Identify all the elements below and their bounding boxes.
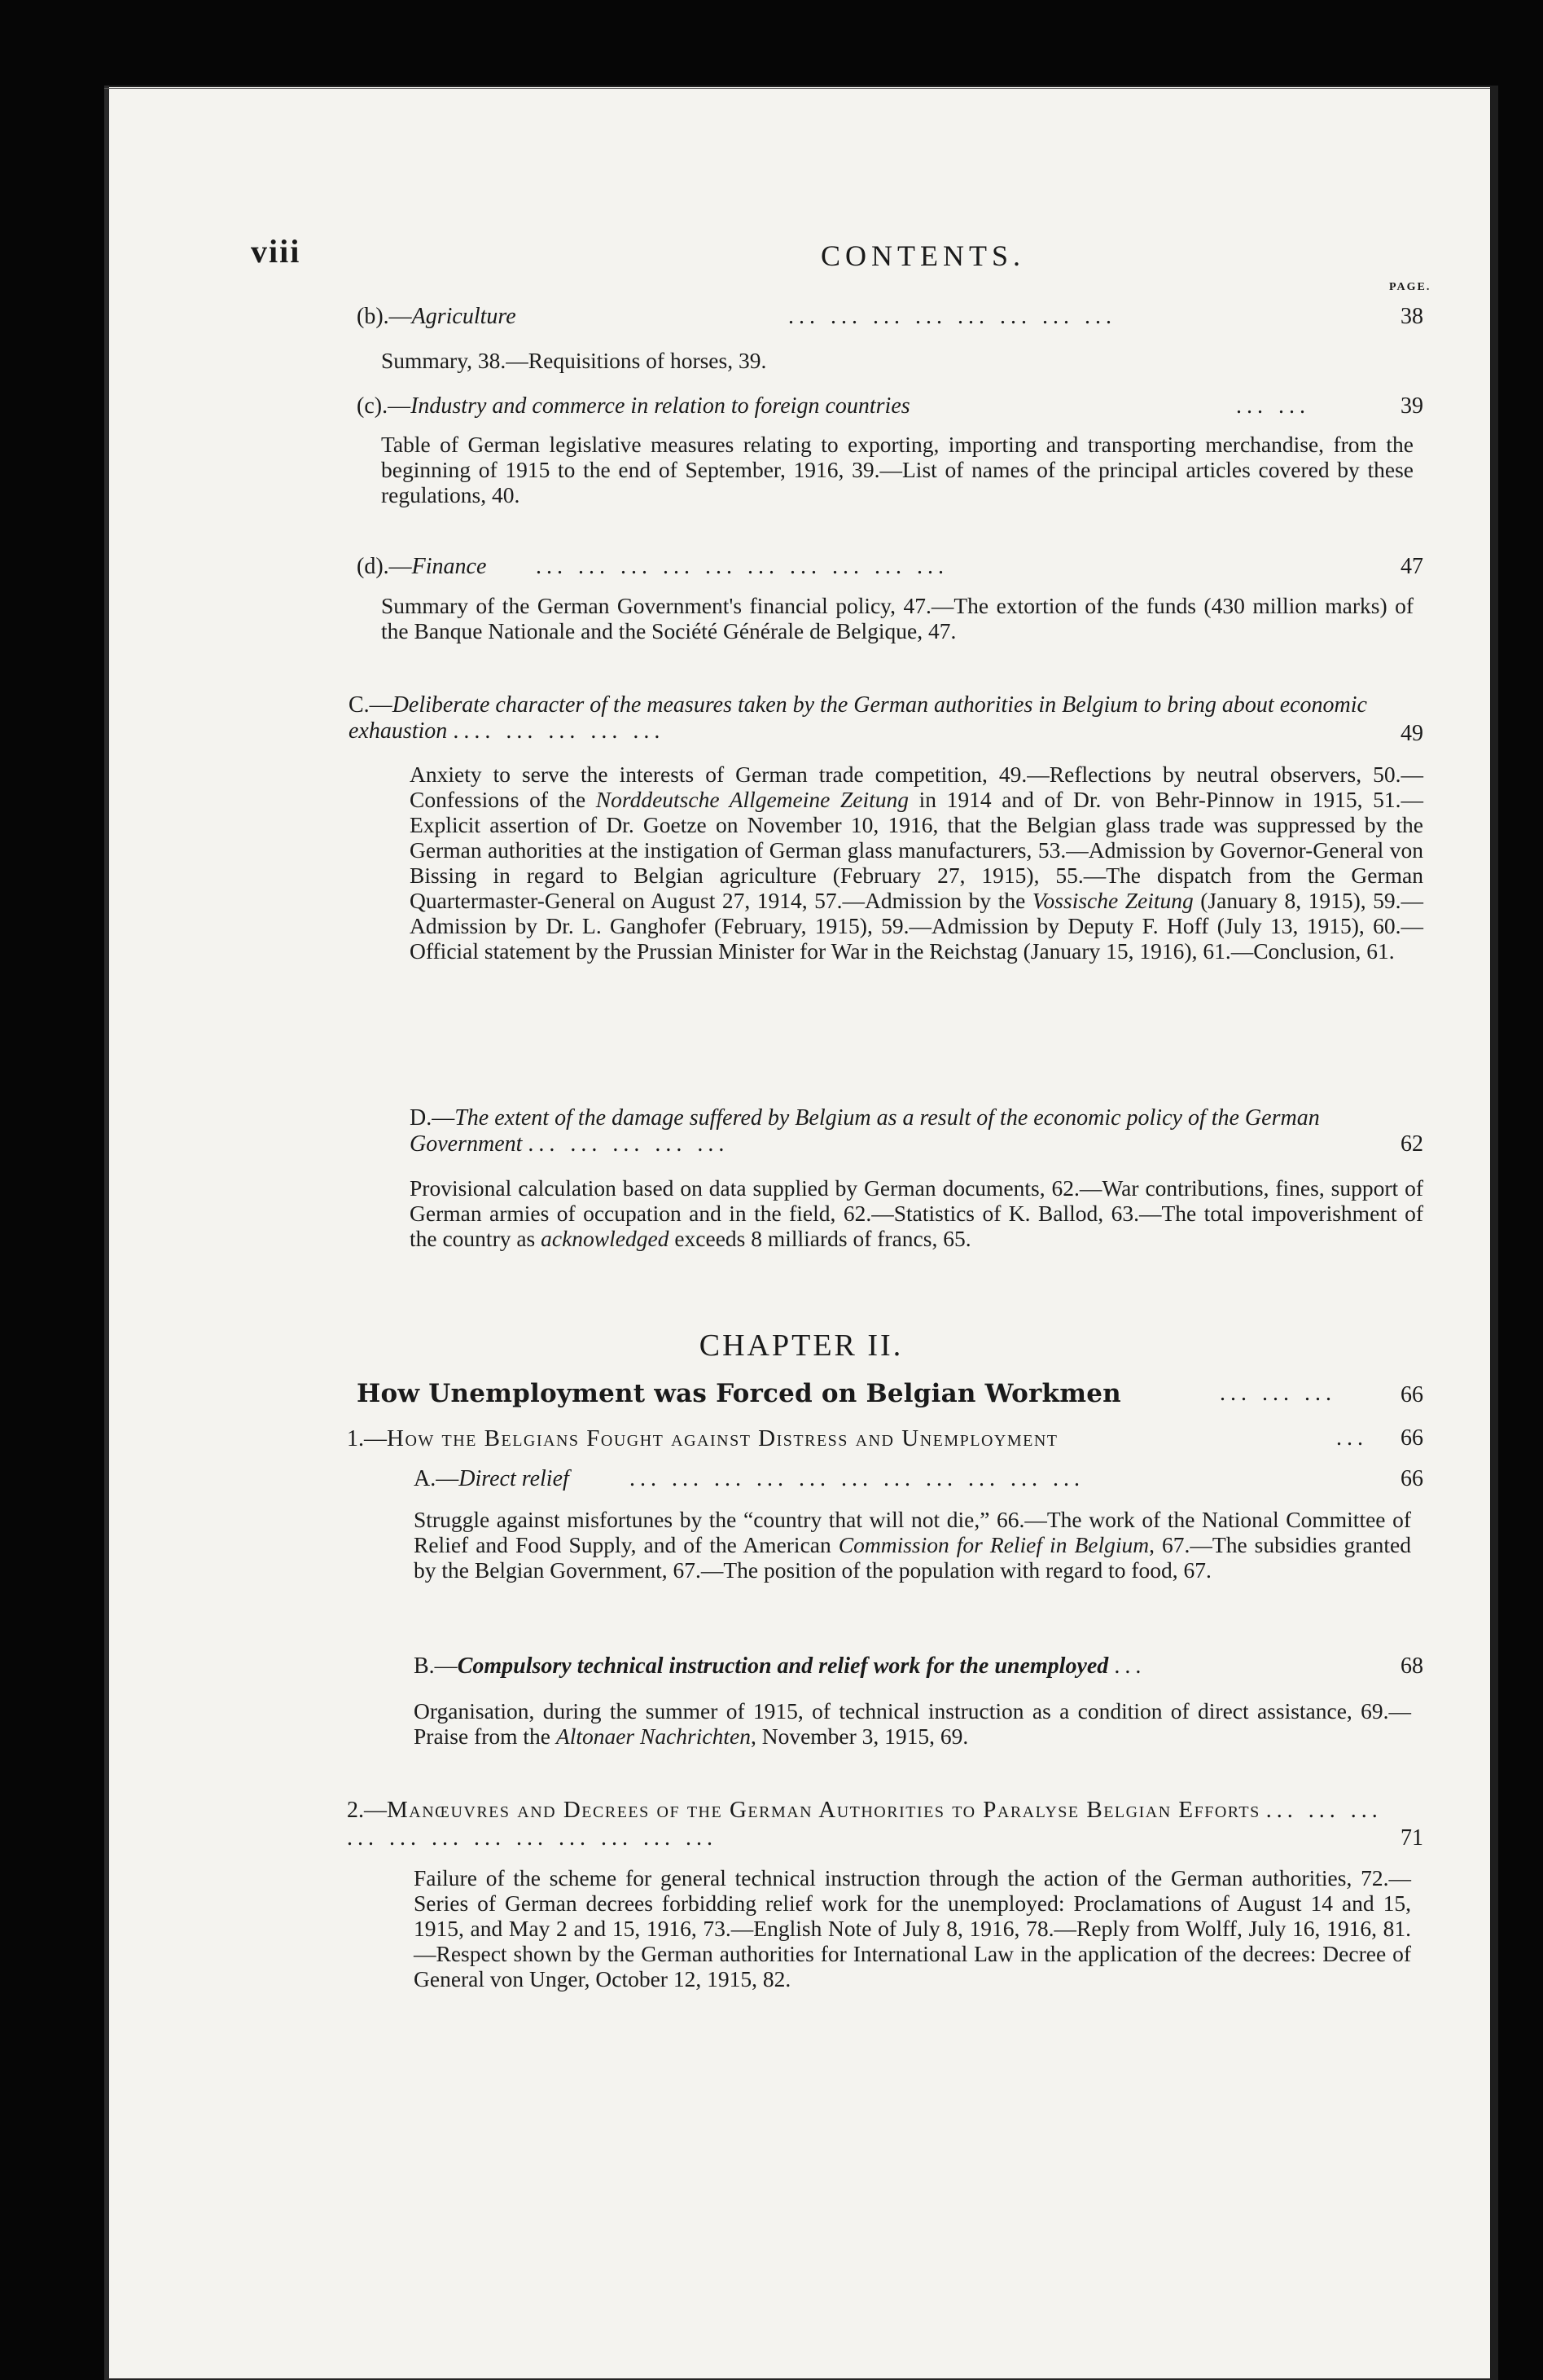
section-1-title: How the Belgians Fought against Distress and Unemployment: [387, 1425, 1059, 1451]
entry-b-heading: [357, 304, 1391, 330]
section-1-heading: [347, 1425, 1397, 1452]
entry-B-summary: [414, 1698, 1411, 1749]
entry-A-title: Direct relief: [458, 1466, 569, 1491]
entry-D-title: The extent of the damage suffered by Belgium as a result of the economic policy of the German Government: [410, 1105, 1320, 1157]
entry-C-page: 49: [1401, 721, 1423, 746]
entry-A-label: A.—: [414, 1466, 459, 1491]
chapter-title-page: 66: [1401, 1382, 1423, 1407]
chapter-title: How Unemployment was Forced on Belgian Workmen: [357, 1379, 1121, 1408]
entry-C-label: C.—: [348, 692, 392, 718]
page-top-border: [104, 88, 1498, 89]
chapter-heading: CHAPTER II.: [699, 1328, 904, 1363]
entry-B-text-2: , November 3, 1915, 69.: [750, 1724, 969, 1749]
entry-D-page: 62: [1401, 1131, 1423, 1157]
section-1-dots: ...: [1336, 1425, 1368, 1451]
entry-C-heading: [348, 692, 1423, 744]
section-2-label: 2.—: [347, 1798, 387, 1823]
entry-A-heading: [414, 1466, 1407, 1492]
entry-A-summary: [414, 1507, 1411, 1583]
chapter-title-line: [357, 1381, 1407, 1408]
entry-B-page: 68: [1401, 1653, 1423, 1679]
entry-D-text-1: Provisional calculation based on data supplied by German documents, 62.—War contributions, fines, support of German armies of occupation and in the field, 62.—Statistics of K. Ballod, 63.—The total impoverishment of the country as: [410, 1175, 1423, 1251]
page-title: CONTENTS.: [821, 239, 1025, 272]
entry-C-periodical-2: Vossische Zeitung: [1032, 888, 1194, 913]
chapter-title-dots: ... ... ...: [1220, 1381, 1336, 1406]
entry-B-heading: [414, 1653, 1407, 1680]
entry-d-heading: [357, 554, 1391, 580]
entry-C-text-2: in 1914 and of Dr. von Behr-Pinnow in 1915, 51.—Explicit assertion of Dr. Goetze on November 10, 1916, that the Belgian glass trade was suppressed by the German authorities at the instigation of German glass manufacturers, 53.—Admission by Governor-General von Bissing in regard to Belgian agriculture (February 27, 1915), 55.—The dispatch from the German Quartermaster-General on August 27, 1914, 57.—Admission by the: [410, 787, 1423, 913]
entry-d-summary: Summary of the German Government's financial policy, 47.—The extortion of the funds (430 million marks) of the Banque Nationale and the Société Générale de Belgique, 47.: [381, 593, 1414, 643]
document-page: [104, 86, 1498, 2380]
entry-B-label: B.—: [414, 1653, 458, 1679]
entry-D-heading: [410, 1105, 1423, 1157]
section-2-page: 71: [1401, 1825, 1423, 1851]
entry-A-commission: Commission for Relief in Belgium: [838, 1532, 1150, 1557]
section-2-heading: [347, 1796, 1397, 1852]
entry-C-summary: [410, 762, 1423, 964]
entry-C-text-1: Anxiety to serve the interests of German trade competition, 49.—Reflections by neutral observers, 50.—Confessions of the: [410, 762, 1423, 812]
entry-D-summary: [410, 1175, 1423, 1251]
entry-b-dots: ... ... ... ... ... ... ... ...: [788, 304, 1116, 329]
entry-c-label: (c).—: [357, 393, 411, 419]
entry-A-dots: ... ... ... ... ... ... ... ... ... ... ...: [629, 1466, 1085, 1491]
entry-b-title: Agriculture: [411, 304, 516, 329]
entry-c-heading: [357, 393, 1391, 419]
section-2-summary: Failure of the scheme for general technical instruction through the action of the German authorities, 72.—Series of German decrees forbidding relief work for the unemployed: Proclamations of August 14 and 15, 1915, and May 2 and 15, 1916, 73.—English Note of July 8, 1916, 78.—Reply from Wolff, July 16, 1916, 81.—Respect shown by the German authorities for International Law in the application of the decrees: Decree of General von Unger, October 12, 1915, 82.: [414, 1865, 1411, 1991]
entry-B-text-1: Organisation, during the summer of 1915, of technical instruction as a condition of direct assistance, 69.—Praise from the: [414, 1698, 1411, 1749]
section-1-label: 1.—: [347, 1426, 387, 1451]
entry-C-title: Deliberate character of the measures taken by the German authorities in Belgium to bring about economic exhaustion: [348, 692, 1367, 744]
entry-d-dots: ... ... ... ... ... ... ... ... ... ...: [536, 554, 949, 579]
page-column-label: PAGE.: [1389, 281, 1431, 293]
entry-D-text-2: exceeds 8 milliards of francs, 65.: [668, 1226, 971, 1251]
entry-D-label: D.—: [410, 1105, 455, 1131]
entry-c-dots: ... ...: [1236, 393, 1310, 419]
entry-c-summary: Table of German legislative measures relating to exporting, importing and transporting merchandise, from the beginning of 1915 to the end of September, 1916, 39.—List of names of the principal articles covered by these regulations, 40.: [381, 432, 1414, 507]
page-number: viii: [251, 233, 301, 270]
entry-B-dots: ...: [1114, 1653, 1146, 1679]
entry-D-dots: ... ... ... ... ...: [528, 1131, 730, 1157]
entry-A-text-1: Struggle against misfortunes by the “country that will not die,” 66.—The work of the National Committee of Relief and Food Supply, and of the American: [414, 1507, 1411, 1557]
entry-d-page: 47: [1401, 554, 1423, 579]
entry-C-dots: .... ... ... ... ...: [453, 718, 665, 744]
section-1-page: 66: [1401, 1425, 1423, 1451]
entry-B-title: Compulsory technical instruction and relief work for the unemployed: [457, 1653, 1109, 1679]
entry-c-title: Industry and commerce in relation to foreign countries: [410, 393, 910, 419]
section-2-dots: ... ... ... ... ... ... ... ... ... ... ... ...: [347, 1798, 1383, 1851]
entry-b-page: 38: [1401, 304, 1423, 329]
entry-b-summary: Summary, 38.—Requisitions of horses, 39.: [381, 348, 767, 373]
entry-D-emphasis: acknowledged: [541, 1226, 669, 1251]
entry-A-page: 66: [1401, 1466, 1423, 1491]
entry-C-text-3: (January 8, 1915), 59.—Admission by Dr. L. Ganghofer (February, 1915), 59.—Admission by Deputy F. Hoff (July 13, 1915), 60.—Official statement by the Prussian Minister for War in the Reichstag (January 15, 1916), 61.—Conclusion, 61.: [410, 888, 1423, 964]
entry-b-label: (b).—: [357, 304, 412, 329]
entry-d-label: (d).—: [357, 554, 412, 579]
entry-c-page: 39: [1401, 393, 1423, 419]
entry-A-text-2: , 67.—The subsidies granted by the Belgian Government, 67.—The position of the population with regard to food, 67.: [414, 1532, 1411, 1583]
entry-d-title: Finance: [411, 554, 487, 579]
entry-C-periodical-1: Norddeutsche Allgemeine Zeitung: [595, 787, 909, 812]
section-2-title: Manœuvres and Decrees of the German Authorities to Paralyse Belgian Efforts: [387, 1797, 1260, 1823]
entry-B-periodical: Altonaer Nachrichten: [555, 1724, 751, 1749]
